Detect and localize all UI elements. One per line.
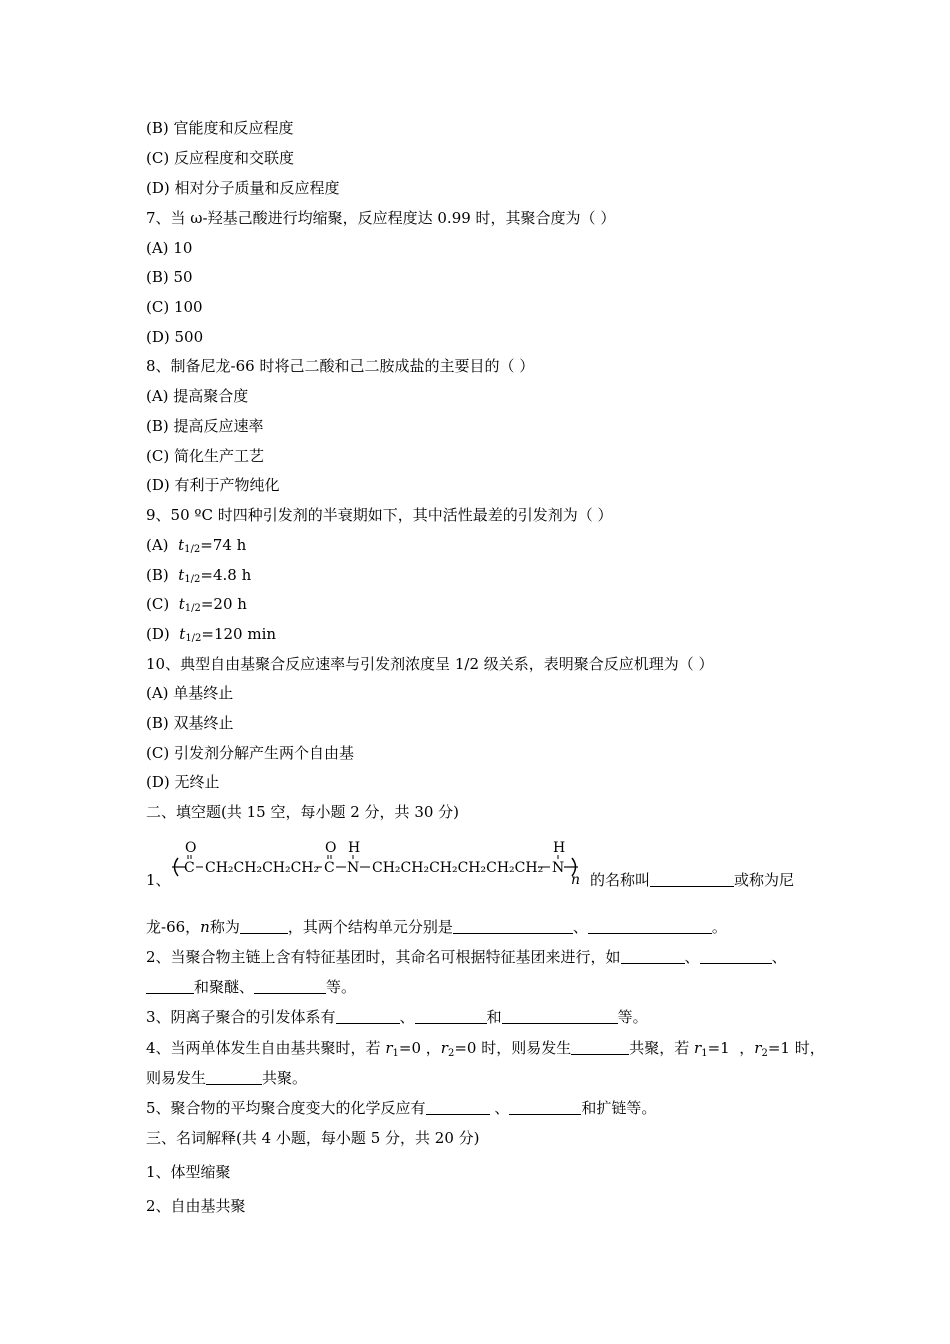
formula-hydrogen-2: H	[553, 840, 566, 856]
fill1-number: 1、	[146, 871, 171, 889]
q6-option-d: (D) 相对分子质量和反应程度	[146, 179, 340, 197]
fill1-blank-n[interactable]	[240, 918, 288, 934]
fill4-value: =1	[707, 1039, 730, 1057]
q9-option-a	[146, 535, 246, 560]
q9-option-label: (A)	[146, 536, 169, 554]
fill4-line2-prefix: 则易发生	[146, 1069, 207, 1087]
ratio-subscript: 1	[392, 1048, 399, 1059]
q10-stem: 10、典型自由基聚合反应速率与引发剂浓度呈 1/2 级关系，表明聚合反应机理为（ ）	[146, 655, 714, 673]
half-life-subscript: 1/2	[184, 574, 201, 585]
q9-stem: 9、50 ºC 时四种引发剂的半衰期如下，其中活性最差的引发剂为（ ）	[146, 506, 613, 524]
section3-title: 三、名词解释(共 4 小题，每小题 5 分，共 20 分)	[146, 1129, 480, 1147]
formula-nitrogen-1: N	[347, 860, 360, 876]
ratio-subscript: 2	[761, 1048, 768, 1059]
term-2: 2、自由基共聚	[146, 1197, 246, 1215]
fill1-alias-label: 或称为尼	[734, 871, 795, 889]
fill4-value: =0	[398, 1039, 421, 1057]
formula-chain-2: CH₂CH₂CH₂CH₂CH₂CH₂	[372, 860, 544, 876]
q8-stem: 8、制备尼龙-66 时将己二酸和己二胺成盐的主要目的（ ）	[146, 357, 535, 375]
q7-option-a: (A) 10	[146, 239, 193, 257]
fill5-line	[146, 1098, 656, 1118]
separator: ，	[425, 1039, 441, 1057]
reactivity-ratio-symbol: r	[694, 1039, 702, 1057]
fill3-blank-3[interactable]	[502, 1008, 618, 1024]
separator: ，	[739, 1039, 755, 1057]
separator: 、	[489, 1099, 510, 1117]
fill4-condition: =1 时，	[767, 1039, 825, 1057]
fill1-units-label: ，其两个结构单元分别是	[287, 918, 453, 936]
fill1-line2	[146, 917, 727, 937]
fill2-blank-1[interactable]	[621, 948, 685, 964]
fill4-line2-suffix: 共聚。	[262, 1069, 308, 1087]
fill4-line1	[146, 1038, 825, 1064]
q9-option-value: =4.8 h	[200, 566, 252, 584]
fill2-prefix: 2、当聚合物主链上含有特征基团时，其命名可根据特征基团来进行，如	[146, 948, 621, 966]
fill4-blank-2[interactable]	[206, 1069, 262, 1085]
formula-hydrogen-1: H	[348, 840, 361, 856]
q9-option-b	[146, 565, 251, 590]
fill2-middle: 和聚醚、	[194, 978, 255, 996]
fill5-suffix: 和扩链等。	[581, 1099, 657, 1117]
fill3-line	[146, 1007, 648, 1027]
fill4-condition: =0 时，则易发生	[454, 1039, 572, 1057]
fill1-blank-name[interactable]	[650, 871, 734, 887]
fill3-blank-2[interactable]	[415, 1008, 487, 1024]
q7-option-b: (B) 50	[146, 268, 193, 286]
reactivity-ratio-symbol: r	[440, 1039, 448, 1057]
fill3-suffix: 等。	[617, 1008, 648, 1026]
fill2-line2	[146, 977, 356, 997]
fill1-n-label: 称为	[209, 918, 240, 936]
q9-option-label: (D)	[146, 625, 170, 643]
formula-oxygen-2: O	[325, 840, 337, 856]
half-life-symbol: t	[178, 566, 185, 584]
q6-option-c: (C) 反应程度和交联度	[146, 149, 294, 167]
q9-option-d	[146, 624, 276, 649]
section2-title: 二、填空题(共 15 空，每小题 2 分，共 30 分)	[146, 803, 460, 821]
half-life-subscript: 1/2	[185, 633, 202, 644]
fill4-middle: 共聚，若	[629, 1039, 690, 1057]
separator: 、	[771, 948, 787, 966]
q9-option-value: =20 h	[200, 595, 247, 613]
fill3-and: 和	[486, 1008, 502, 1026]
reactivity-ratio-symbol: r	[754, 1039, 762, 1057]
n-symbol: n	[200, 918, 210, 936]
separator: 、	[572, 918, 588, 936]
half-life-subscript: 1/2	[184, 544, 201, 555]
q8-option-b: (B) 提高反应速率	[146, 417, 264, 435]
fill2-blank-4[interactable]	[254, 978, 326, 994]
fill1-name-label: 的名称叫	[590, 871, 651, 889]
half-life-subscript: 1/2	[184, 603, 201, 614]
fill4-line2	[146, 1068, 307, 1088]
fill1-line2-prefix: 龙-66，	[146, 918, 201, 936]
fill2-suffix: 等。	[326, 978, 357, 996]
q6-option-b: (B) 官能度和反应程度	[146, 119, 294, 137]
fill4-prefix: 4、当两单体发生自由基共聚时，若	[146, 1039, 381, 1057]
fill3-blank-1[interactable]	[336, 1008, 400, 1024]
q7-option-c: (C) 100	[146, 298, 203, 316]
reactivity-ratio-symbol: r	[385, 1039, 393, 1057]
q7-option-d: (D) 500	[146, 328, 204, 346]
q9-option-label: (C)	[146, 595, 170, 613]
fill2-blank-2[interactable]	[700, 948, 772, 964]
fill5-prefix: 5、聚合物的平均聚合度变大的化学反应有	[146, 1099, 426, 1117]
nylon-66-structure-formula	[168, 838, 588, 888]
q8-option-c: (C) 简化生产工艺	[146, 447, 264, 465]
ratio-subscript: 2	[447, 1048, 455, 1059]
q9-option-value: =74 h	[200, 536, 247, 554]
ratio-subscript: 1	[701, 1048, 708, 1059]
separator: 、	[684, 948, 700, 966]
term-1: 1、体型缩聚	[146, 1163, 231, 1181]
fill1-blank-unit1[interactable]	[453, 918, 573, 934]
q10-option-a: (A) 单基终止	[146, 684, 234, 702]
q10-option-b: (B) 双基终止	[146, 714, 234, 732]
formula-oxygen-1: O	[185, 840, 197, 856]
q10-option-c: (C) 引发剂分解产生两个自由基	[146, 744, 354, 762]
q10-option-d: (D) 无终止	[146, 773, 220, 791]
formula-subscript-n: n	[571, 872, 581, 888]
fill5-blank-1[interactable]	[426, 1099, 490, 1115]
formula-nitrogen-2: N	[552, 860, 565, 876]
fill4-blank-1[interactable]	[571, 1039, 629, 1055]
formula-carbon-1: C	[184, 860, 195, 876]
q7-stem: 7、当 ω-羟基己酸进行均缩聚，反应程度达 0.99 时，其聚合度为（ ）	[146, 209, 616, 227]
half-life-symbol: t	[179, 625, 186, 643]
q9-option-c	[146, 594, 247, 619]
separator: 、	[399, 1008, 415, 1026]
fill1-blank-unit2[interactable]	[588, 918, 712, 934]
fill2-blank-3[interactable]	[146, 978, 194, 994]
period: 。	[711, 918, 727, 936]
half-life-symbol: t	[178, 536, 185, 554]
q8-option-a: (A) 提高聚合度	[146, 387, 249, 405]
fill2-line1	[146, 947, 787, 967]
half-life-symbol: t	[178, 595, 185, 613]
q9-option-label: (B)	[146, 566, 169, 584]
formula-carbon-2: C	[324, 860, 335, 876]
fill3-prefix: 3、阴离子聚合的引发体系有	[146, 1008, 336, 1026]
q9-option-value: =120 min	[201, 625, 277, 643]
formula-chain-1: CH₂CH₂CH₂CH₂	[205, 860, 320, 876]
fill5-blank-2[interactable]	[509, 1099, 581, 1115]
q8-option-d: (D) 有利于产物纯化	[146, 476, 280, 494]
fill1-name-text	[590, 870, 794, 890]
